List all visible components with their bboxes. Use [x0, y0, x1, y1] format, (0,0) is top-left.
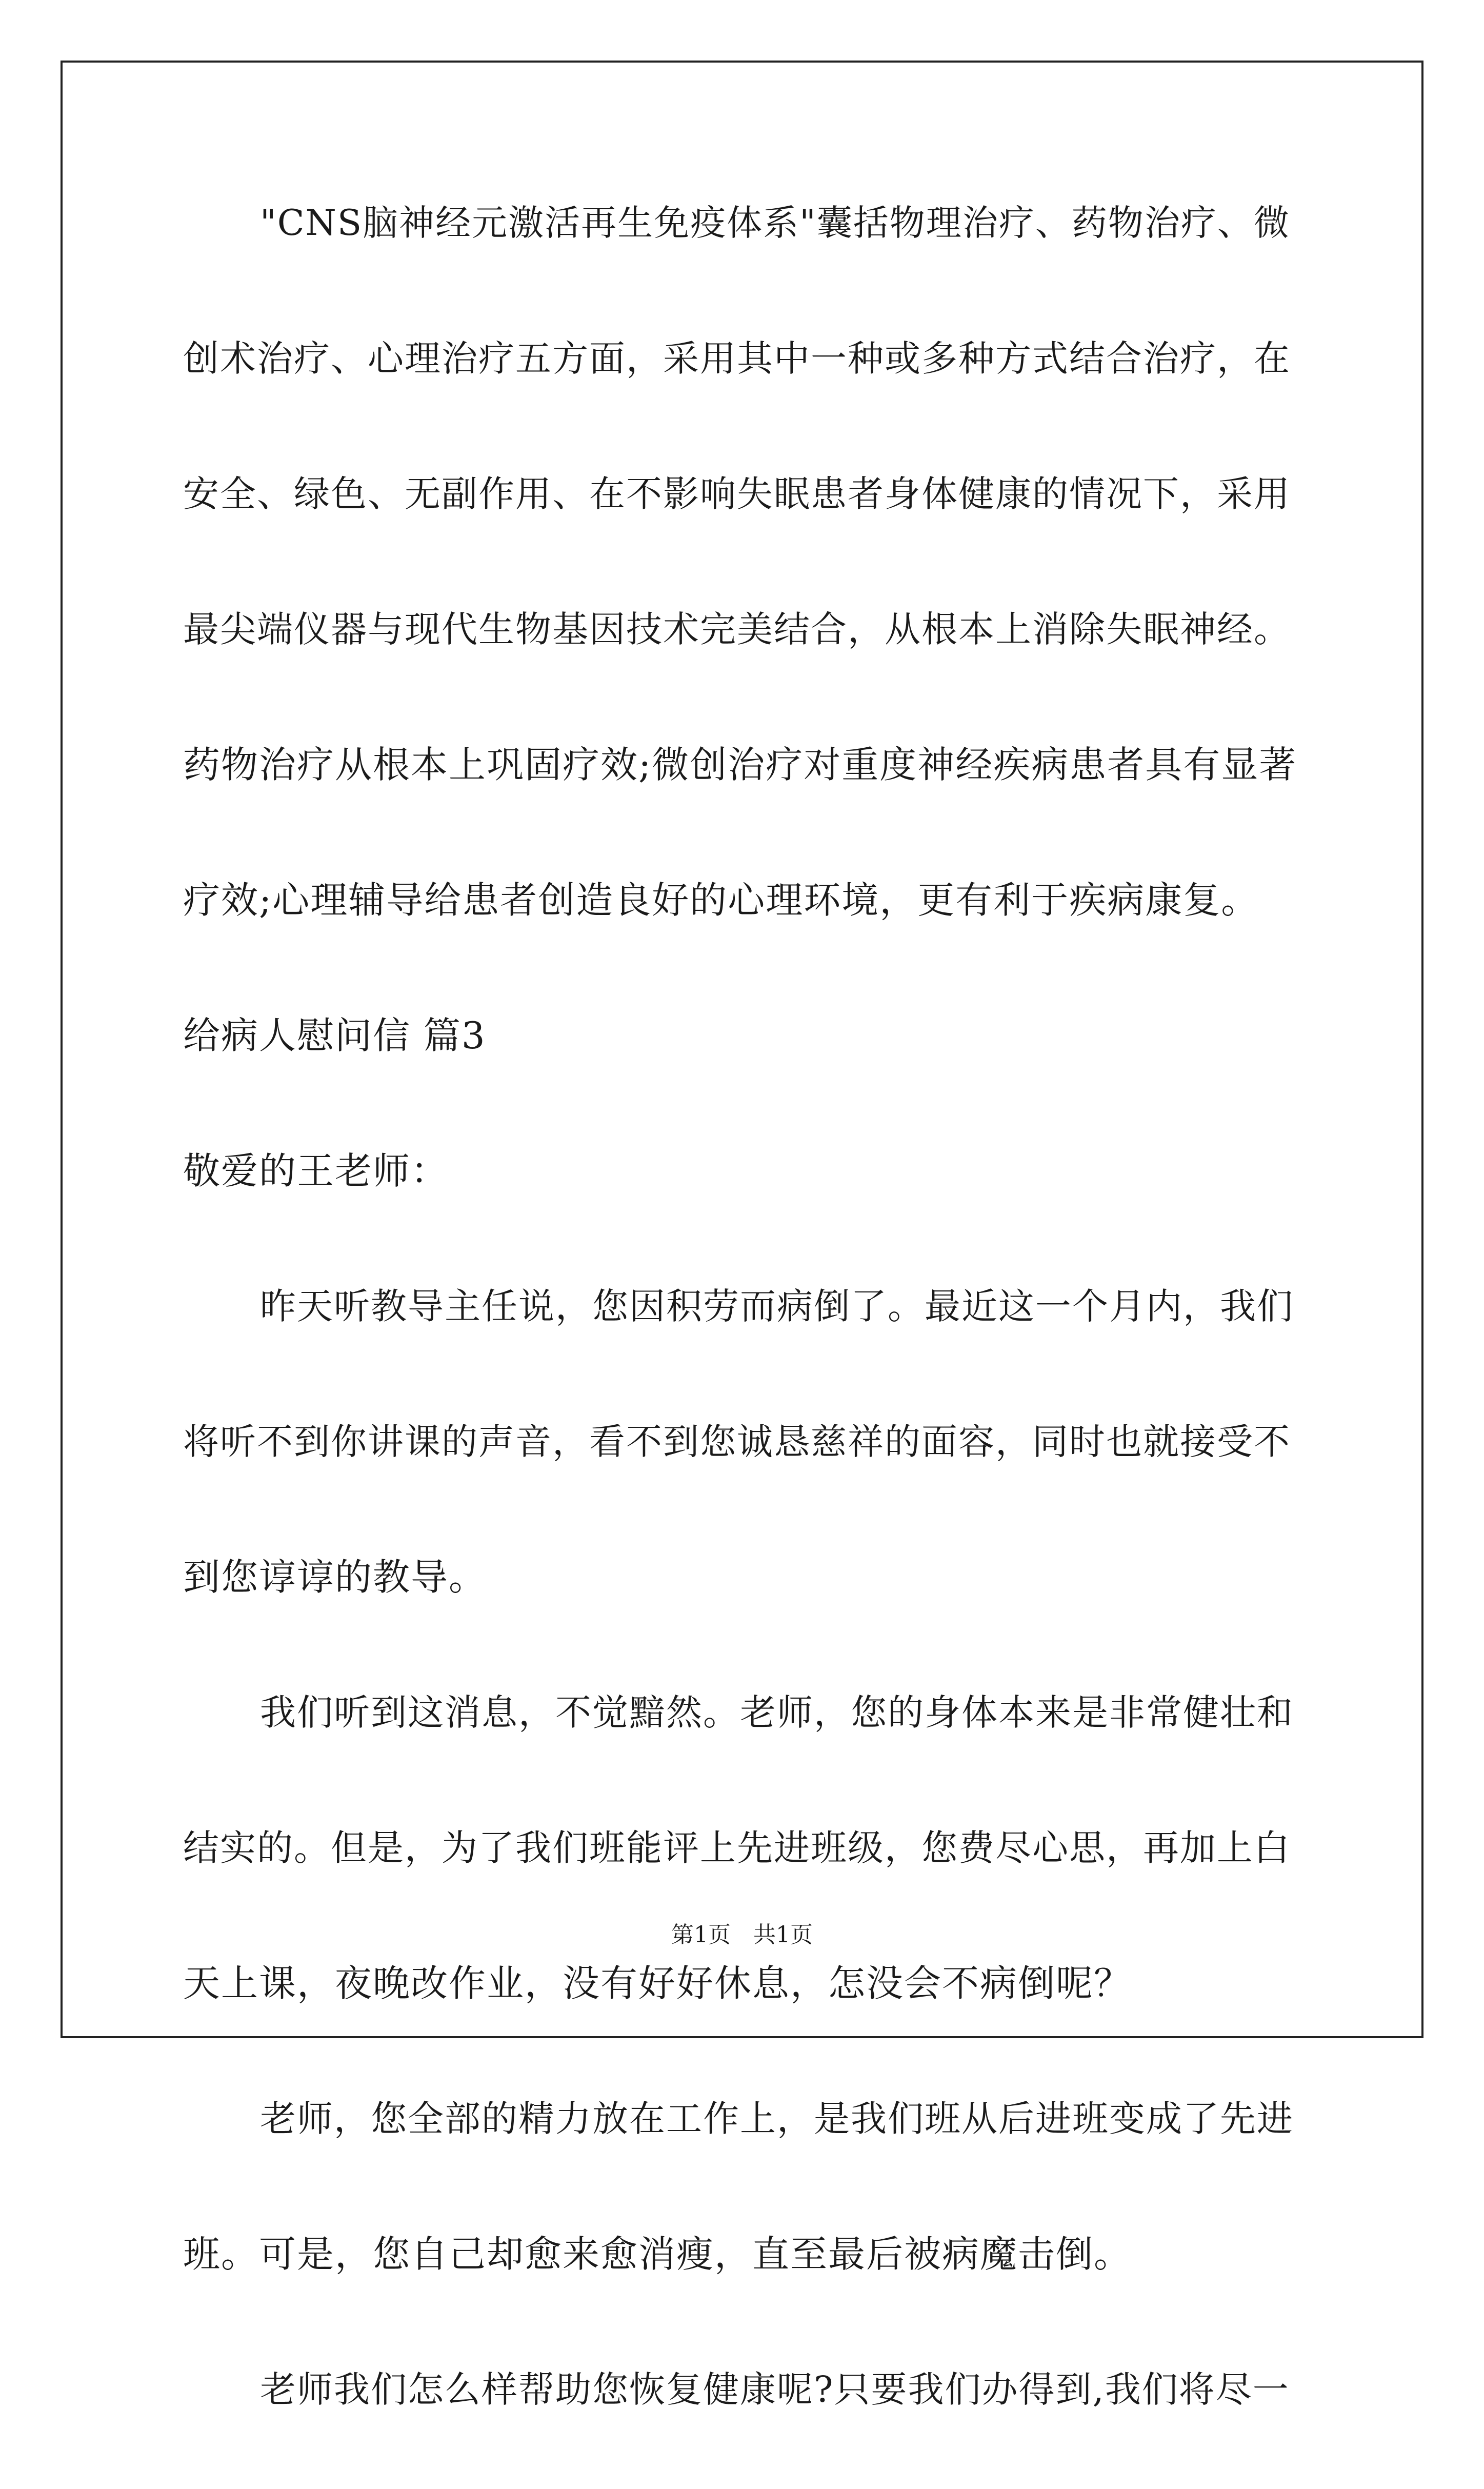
- paragraph-line: 我们听到这消息，不觉黯然。老师，您的身体本来是非常健壮和: [260, 1691, 1294, 1734]
- paragraph-line: 老师，您全部的精力放在工作上，是我们班从后进班变成了先进: [260, 2098, 1294, 2140]
- section-heading: 给病人慰问信 篇3: [183, 1014, 486, 1057]
- page-total: 共1页: [753, 1922, 813, 1948]
- paragraph-line: 创术治疗、心理治疗五方面，采用其中一种或多种方式结合治疗，在: [183, 337, 1291, 380]
- paragraph-line: 结实的。但是，为了我们班能评上先进班级，您费尽心思，再加上白: [183, 1827, 1291, 1869]
- paragraph-line: 将听不到你讲课的声音，看不到您诚恳慈祥的面容，同时也就接受不: [183, 1421, 1291, 1463]
- paragraph-line: 疗效;心理辅导给患者创造良好的心理环境，更有利于疾病康复。: [183, 879, 1259, 922]
- paragraph-line: "CNS脑神经元激活再生免疫体系"囊括物理治疗、药物治疗、微: [260, 203, 1290, 244]
- paragraph-line: 昨天听教导主任说，您因积劳而病倒了。最近这一个月内，我们: [260, 1285, 1294, 1327]
- paragraph-line: 最尖端仪器与现代生物基因技术完美结合，从根本上消除失眠神经。: [183, 608, 1291, 650]
- paragraph-line: 班。可是，您自己却愈来愈消瘦，直至最后被病魔击倒。: [183, 2233, 1132, 2276]
- paragraph-line: 老师我们怎么样帮助您恢复健康呢?只要我们办得到,我们将尽一: [260, 2368, 1290, 2411]
- paragraph-line: 天上课，夜晚改作业，没有好好休息，怎没会不病倒呢？: [183, 1962, 1132, 2005]
- paragraph-line: 到您谆谆的教导。: [183, 1556, 487, 1599]
- page-number: 第1页: [671, 1922, 731, 1948]
- document-body: [183, 187, 1301, 2489]
- page-footer: [0, 1920, 1484, 1950]
- paragraph-line: 药物治疗从根本上巩固疗效;微创治疗对重度神经疾病患者具有显著: [183, 743, 1297, 786]
- paragraph-line: 安全、绿色、无副作用、在不影响失眠患者身体健康的情况下，采用: [183, 473, 1291, 515]
- letter-salutation: 敬爱的王老师：: [183, 1149, 449, 1192]
